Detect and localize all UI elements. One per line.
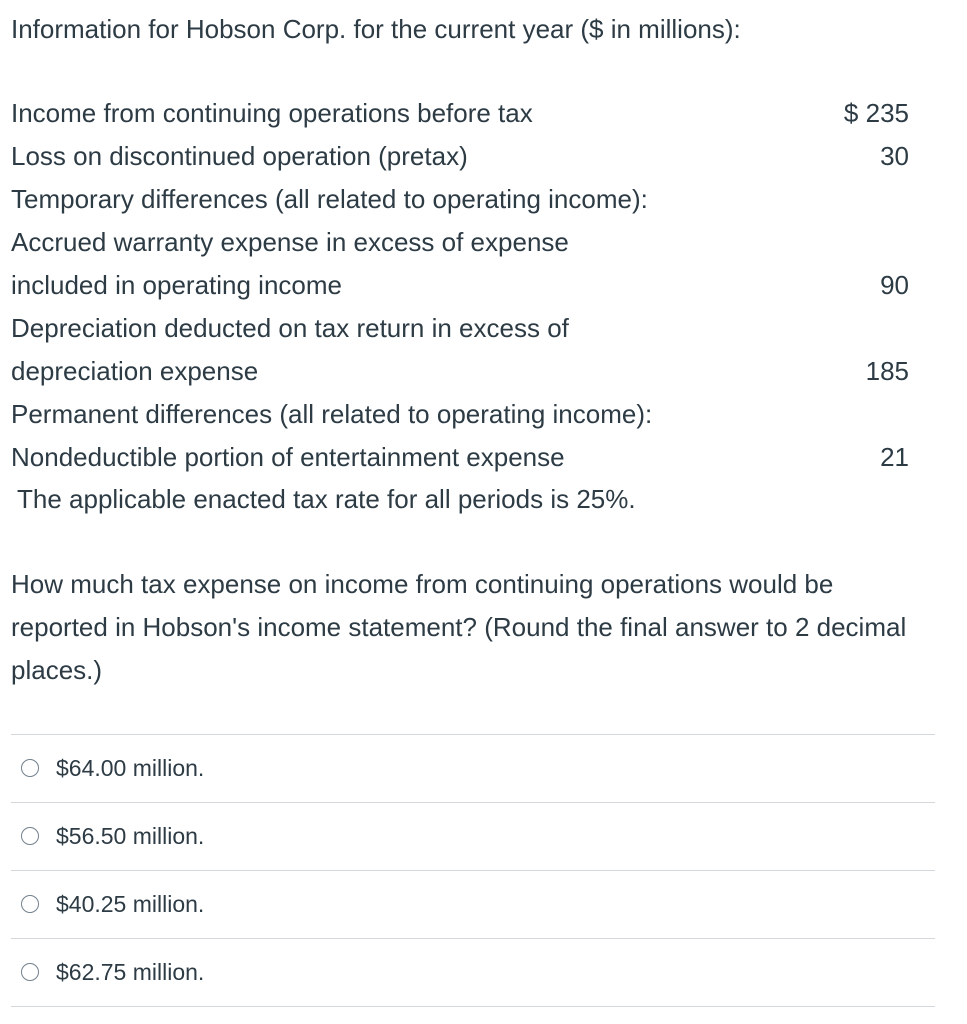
answer-label[interactable]: $40.25 million. xyxy=(56,891,205,917)
intro-text: Information for Hobson Corp. for the current year ($ in millions): xyxy=(11,14,741,44)
row-label: Accrued warranty expense in excess of expense xyxy=(11,227,569,257)
answer-label[interactable]: $64.00 million. xyxy=(56,755,205,781)
radio-button[interactable] xyxy=(21,963,39,981)
answer-option[interactable] xyxy=(11,871,935,939)
data-row xyxy=(11,264,909,307)
tax-rate-note: The applicable enacted tax rate for all periods is 25%. xyxy=(17,484,636,514)
answer-list xyxy=(11,734,935,1007)
row-label: Temporary differences (all related to operating income): xyxy=(11,184,648,214)
row-label: Depreciation deducted on tax return in excess of xyxy=(11,313,569,343)
row-value: 185 xyxy=(865,356,909,386)
answer-label[interactable]: $62.75 million. xyxy=(56,959,205,985)
row-value: 90 xyxy=(880,270,909,300)
data-row xyxy=(11,135,909,178)
data-row xyxy=(11,350,909,393)
data-row xyxy=(11,307,909,350)
row-label: Nondeductible portion of entertainment expense xyxy=(11,442,565,472)
row-label: Loss on discontinued operation (pretax) xyxy=(11,141,468,171)
answer-label[interactable]: $56.50 million. xyxy=(56,823,205,849)
data-row xyxy=(11,221,909,264)
radio-button[interactable] xyxy=(21,759,39,777)
answer-option[interactable] xyxy=(11,939,935,1007)
radio-button[interactable] xyxy=(21,827,39,845)
answer-option[interactable] xyxy=(11,735,935,803)
data-row xyxy=(11,92,909,135)
row-value: 30 xyxy=(880,141,909,171)
row-label: depreciation expense xyxy=(11,356,259,386)
row-value: 21 xyxy=(880,442,909,472)
row-label: Income from continuing operations before tax xyxy=(11,98,533,128)
data-row xyxy=(11,178,909,221)
radio-button[interactable] xyxy=(21,895,39,913)
row-label: Permanent differences (all related to operating income): xyxy=(11,399,653,429)
data-row xyxy=(11,393,909,436)
answer-option[interactable] xyxy=(11,803,935,871)
data-row xyxy=(11,436,909,479)
row-label: included in operating income xyxy=(11,270,342,300)
question-text: How much tax expense on income from continuing operations would be reported in Hobson's income statement? (Round the final answer to 2 decimal places.) xyxy=(11,569,907,685)
row-value: $ 235 xyxy=(843,98,909,128)
